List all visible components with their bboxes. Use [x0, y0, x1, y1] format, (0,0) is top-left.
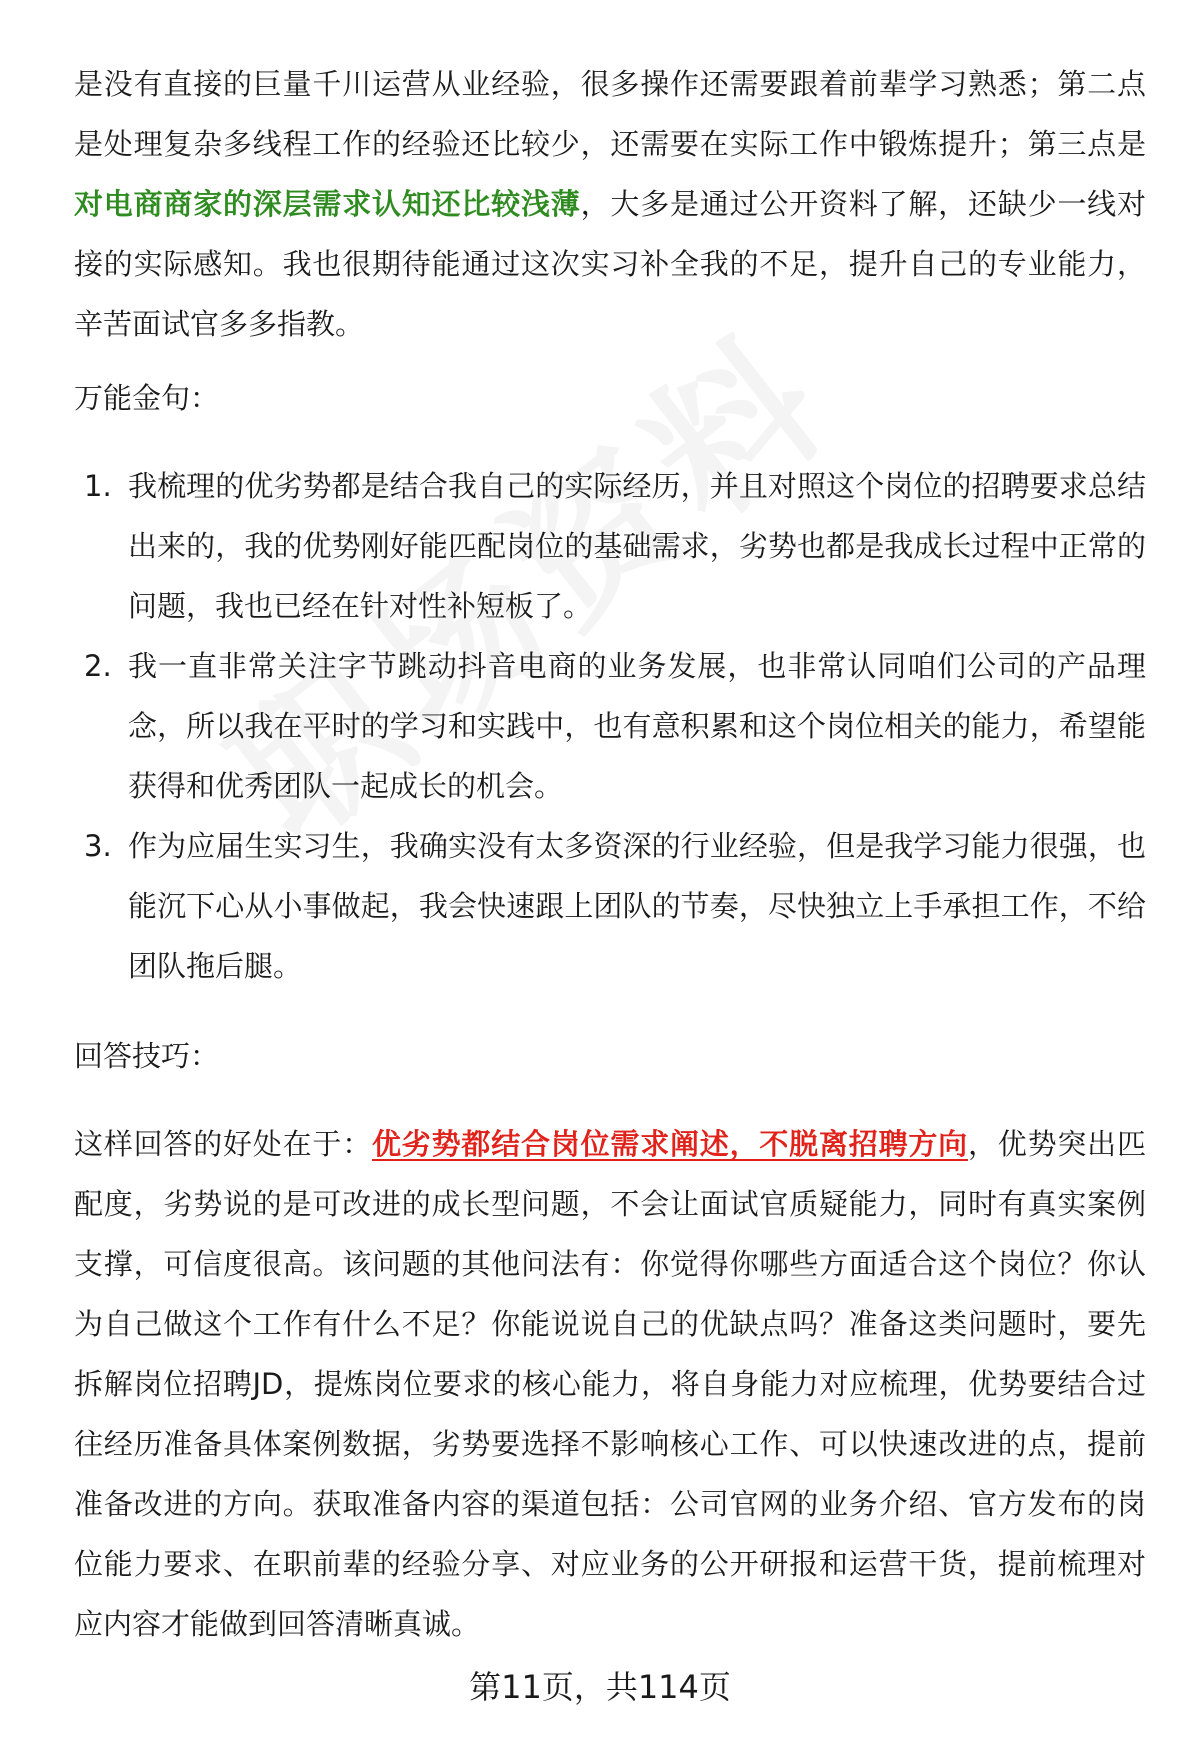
list-item: [74, 636, 1146, 816]
list-item-text: 我梳理的优劣势都是结合我自己的实际经历，并且对照这个岗位的招聘要求总结出来的，我的优势刚好能匹配岗位的基础需求，劣势也都是我成长过程中正常的问题，我也已经在针对性补短板了。: [128, 469, 1146, 623]
list-item-number: 1.: [84, 469, 112, 503]
golden-sentences-list: [74, 456, 1146, 996]
list-item: [74, 456, 1146, 636]
list-item-number: 3.: [84, 829, 112, 863]
answer-tips-paragraph: [74, 1114, 1146, 1654]
list-item-number: 2.: [84, 649, 112, 683]
intro-highlight: 对电商商家的深层需求认知还比较浅薄: [74, 187, 581, 221]
tips-highlight: 优劣势都结合岗位需求阐述，不脱离招聘方向: [372, 1127, 968, 1161]
list-item: [74, 816, 1146, 996]
intro-text-2: ，大多是通过公开资料了解，还缺少一线对接的实际感知。我也很期待能通过这次实习补全我的不足，提升自己的专业能力，辛苦面试官多多指教。: [74, 187, 1146, 341]
intro-text-1: 是没有直接的巨量千川运营从业经验，很多操作还需要跟着前辈学习熟悉；第二点是处理复杂多线程工作的经验还比较少，还需要在实际工作中锻炼提升；第三点是: [74, 67, 1146, 161]
list-item-text: 作为应届生实习生，我确实没有太多资深的行业经验，但是我学习能力很强，也能沉下心从小事做起，我会快速跟上团队的节奏，尽快独立上手承担工作，不给团队拖后腿。: [128, 829, 1146, 983]
page-number-footer: 第11页，共114页: [469, 1668, 731, 1706]
page-content: [74, 54, 1146, 1654]
tips-text-2: ，优势突出匹配度，劣势说的是可改进的成长型问题，不会让面试官质疑能力，同时有真实案例支撑，可信度很高。该问题的其他问法有：你觉得你哪些方面适合这个岗位？你认为自己做这个工作有什么不足？你能说说自己的优缺点吗？准备这类问题时，要先拆解岗位招聘JD，提炼岗位要求的核心能力，将自身能力对应梳理，优势要结合过往经历准备具体案例数据，劣势要选择不影响核心工作、可以快速改进的点，提前准备改进的方向。获取准备内容的渠道包括：公司官网的业务介绍、官方发布的岗位能力要求、在职前辈的经验分享、对应业务的公开研报和运营干货，提前梳理对应内容才能做到回答清晰真诚。: [74, 1127, 1146, 1641]
golden-sentences-heading: 万能金句：: [74, 381, 220, 415]
answer-tips-heading: 回答技巧：: [74, 1039, 220, 1073]
tips-text-1: 这样回答的好处在于：: [74, 1127, 372, 1161]
intro-paragraph: [74, 54, 1146, 354]
list-item-text: 我一直非常关注字节跳动抖音电商的业务发展，也非常认同咱们公司的产品理念，所以我在平时的学习和实践中，也有意积累和这个岗位相关的能力，希望能获得和优秀团队一起成长的机会。: [128, 649, 1146, 803]
